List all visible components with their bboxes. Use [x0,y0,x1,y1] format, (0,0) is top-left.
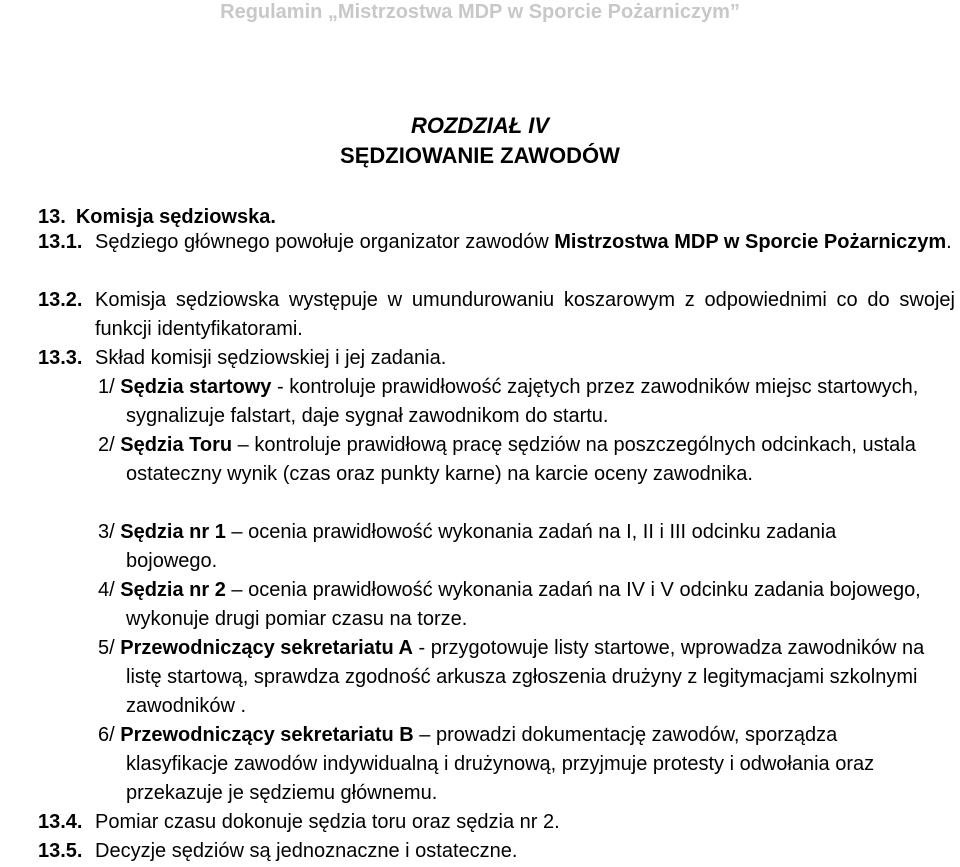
item-role: Przewodniczący sekretariatu A [120,637,413,659]
paragraph-number: 13.1. [38,231,83,253]
paragraph-number: 13.4. [38,811,83,833]
chapter-number: ROZDZIAŁ IV [410,113,550,138]
paragraph-text: Skład komisji sędziowskiej i jej zadania. [95,347,447,369]
paragraph-13-1 [38,228,955,257]
paragraph-text-end: . [946,231,952,253]
paragraph-13-4 [38,808,955,837]
paragraph-text: Komisja sędziowska występuje w umundurowaniu koszarowym z odpowiednimi co do swojej funkcji identyfikatorami. [95,289,955,340]
paragraph-text: Decyzje sędziów są jednoznaczne i ostateczne. [95,840,518,862]
paragraph-13-2 [38,286,955,344]
item-prefix: 3/ [98,521,121,543]
header-title: Regulamin „Mistrzostwa MDP w Sporcie Pożarniczym” [220,1,740,23]
item-description: – prowadzi dokumentację zawodów, sporządza klasyfikacje zawodów indywidualną i drużynową, przyjmuje protesty i odwołania oraz przekazuje je sędziemu głównemu. [126,724,875,804]
item-description: – ocenia prawidłowość wykonania zadań na IV i V odcinku zadania bojowego, wykonuje drugi pomiar czasu na torze. [126,579,921,630]
item-role: Sędzia nr 2 [120,579,226,601]
paragraph-text-plain: Sędziego głównego powołuje organizator zawodów [95,231,555,253]
list-item [98,721,926,808]
paragraph-text [95,228,955,257]
list-item [98,431,926,489]
item-role: Sędzia startowy [120,376,272,398]
paragraph-text: Pomiar czasu dokonuje sędzia toru oraz sędzia nr 2. [95,811,560,833]
item-prefix: 6/ [98,724,121,746]
paragraph-number: 13.3. [38,347,83,369]
item-description: - kontroluje prawidłowość zajętych przez zawodników miejsc startowych, sygnalizuje falstart, daje sygnał zawodnikom do startu. [126,376,919,427]
paragraph-text-bold: Mistrzostwa MDP w Sporcie Pożarniczym [554,231,947,253]
item-prefix: 2/ [98,434,121,456]
item-prefix: 4/ [98,579,121,601]
paragraph-number: 13.2. [38,289,83,311]
chapter-title: SĘDZIOWANIE ZAWODÓW [340,143,620,168]
section-number: 13. [38,206,66,228]
item-description: – ocenia prawidłowość wykonania zadań na I, II i III odcinku zadania bojowego. [126,521,837,572]
paragraph-13-5 [38,837,955,866]
item-description: – kontroluje prawidłową pracę sędziów na poszczególnych odcinkach, ustala ostateczny wynik (czas oraz punkty karne) na karcie oceny zawodnika. [126,434,916,485]
paragraph-13-3 [38,344,955,373]
paragraph-number: 13.5. [38,840,83,862]
item-role: Przewodniczący sekretariatu B [120,724,414,746]
item-description: - przygotowuje listy startowe, wprowadza zawodników na listę startową, sprawdza zgodność arkusza zgłoszenia drużyny z legitymacjami szkolnymi zawodników . [126,637,925,717]
section-title: Komisja sędziowska. [75,206,276,228]
item-role: Sędzia nr 1 [120,521,226,543]
item-prefix: 1/ [98,376,121,398]
list-item [98,576,926,634]
page-header [0,0,960,24]
section-heading [38,204,276,230]
list-item [98,518,926,576]
list-item [98,634,926,721]
item-prefix: 5/ [98,637,121,659]
item-role: Sędzia Toru [120,434,233,456]
list-item [98,373,926,431]
